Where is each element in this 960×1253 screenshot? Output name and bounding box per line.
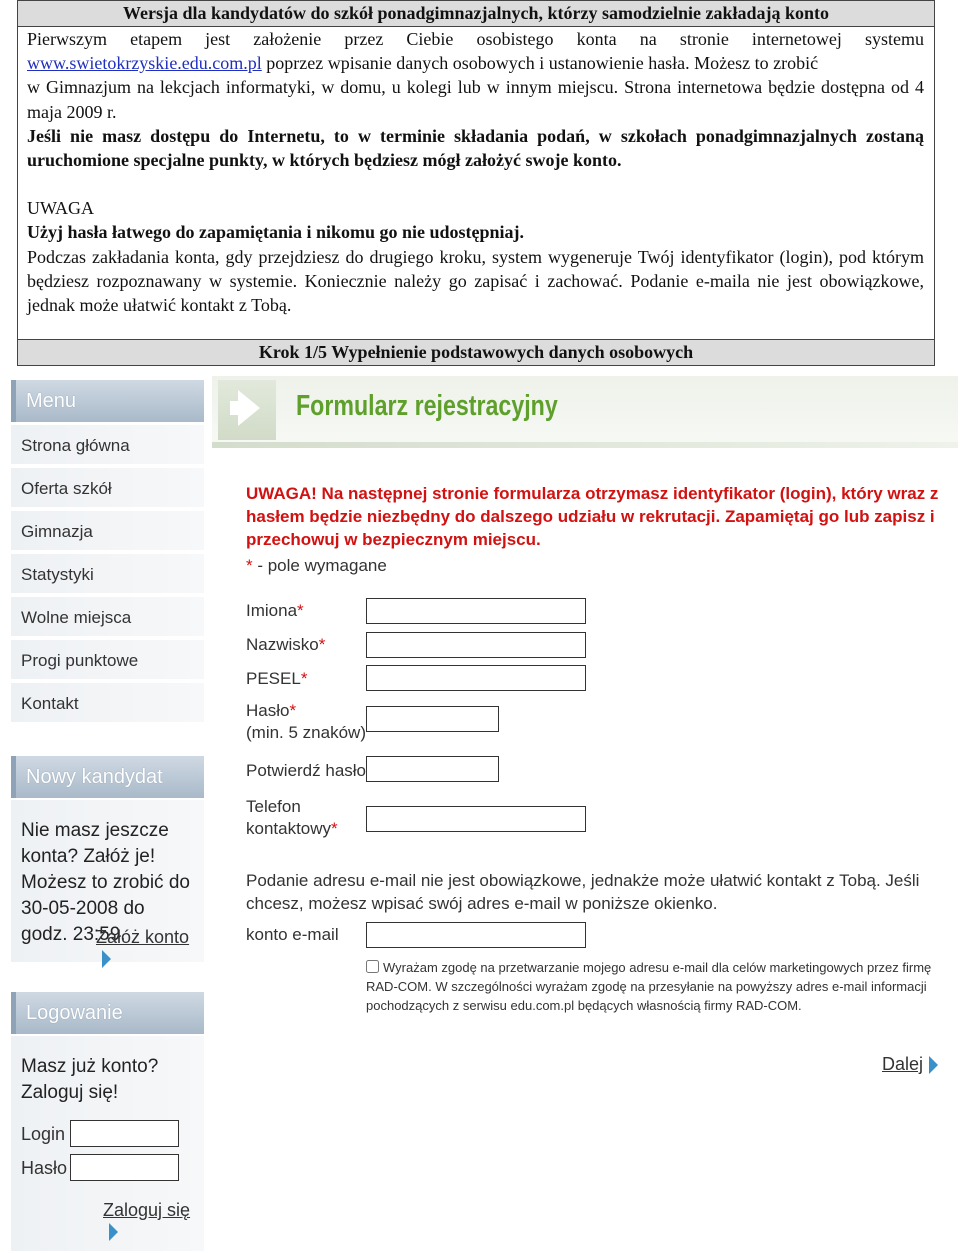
step-caption: Krok 1/5 Wypełnienie podstawowych danych osobowych [18, 339, 934, 365]
menu-item-thresholds[interactable]: Progi punktowe [11, 640, 204, 681]
create-account-link[interactable] [96, 927, 204, 969]
registration-form [212, 376, 958, 1252]
login-row [21, 1124, 65, 1145]
create-account-label: Załóż konto [96, 927, 190, 947]
warning-password: Użyj hasła łatwego do zapamiętania i nikomu go nie udostępniaj. [27, 222, 525, 243]
instruction-header: Wersja dla kandydatów do szkół ponadgimnazjalnych, którzy samodzielnie zakładają konto [18, 1, 934, 27]
first-name-label: Imiona* [246, 601, 304, 620]
phone-input[interactable] [366, 806, 586, 832]
instruction-body [18, 27, 934, 317]
consent-checkbox[interactable] [366, 960, 379, 973]
new-candidate-panel [11, 800, 204, 962]
paragraph-intro [27, 27, 924, 75]
password-row [21, 1158, 67, 1179]
registration-screenshot [8, 368, 958, 1252]
confirm-password-label: Potwierdź hasło [246, 761, 367, 780]
last-name-label: Nazwisko* [246, 635, 326, 654]
arrow-right-icon [109, 1223, 118, 1241]
banner-arrow-box [218, 380, 276, 440]
paragraph-login-info: Podczas zakładania konta, gdy przejdziesz do drugiego kroku, system wygeneruje Twój identyfikator (login), pod którym będziesz rozpoznawany w systemie. Koniecznie należy go zapisać i zachować. Podanie e-maila nie jest obowiązkowe, jednak może ułatwić kontakt z Tobą. [27, 246, 924, 316]
password-field-input[interactable] [366, 706, 499, 732]
form-warning: UWAGA! Na następnej stronie formularza otrzymasz identyfikator (login), który wraz z hasłem będzie niezbędny do dalszego udziału w rekrutacji. Zapamiętaj go lub zapisz i przechowuj w bezpiecznym miejscu. [246, 484, 939, 549]
login-link[interactable] [103, 1200, 204, 1242]
email-note: Podanie adresu e-mail nie jest obowiązkowe, jednakże może ułatwić kontakt z Tobą. Jeśli chcesz, możesz wpisać swój adres e-mail w poniższe okienko. [246, 871, 920, 913]
login-input[interactable] [70, 1120, 179, 1147]
login-text: Masz już konto? Zaloguj się! [21, 1056, 159, 1103]
consent-label: Wyrażam zgodę na przetwarzanie mojego adresu e-mail dla celów marketingowych przez firmę RAD-COM. W szczególności wyrażam zgodę na przesyłanie na powyższy adres e-mail informacji pochodzących z serwisu edu.com.pl będących własnością firmy RAD-COM. [366, 960, 932, 1013]
pesel-label: PESEL* [246, 669, 308, 688]
arrow-right-icon [929, 1056, 938, 1074]
new-candidate-header: Nowy kandydat [11, 756, 204, 798]
menu-item-schools[interactable]: Oferta szkół [11, 468, 204, 509]
arrow-right-icon [238, 390, 260, 426]
required-star: * [246, 556, 253, 575]
phone-label: Telefon kontaktowy* [246, 797, 338, 838]
menu-item-free-places[interactable]: Wolne miejsca [11, 597, 204, 638]
last-name-input[interactable] [366, 632, 586, 658]
website-link[interactable]: www.swietokrzyskie.edu.com.pl [27, 53, 262, 74]
next-link[interactable] [882, 1054, 938, 1075]
warning-title: UWAGA [27, 198, 94, 219]
email-label: konto e-mail [246, 925, 339, 944]
password-input[interactable] [70, 1154, 179, 1181]
menu-header: Menu [11, 380, 204, 422]
pesel-input[interactable] [366, 665, 586, 691]
paragraph-intro-end: poprzez wpisanie danych osobowych i ustanowienie hasła. Możesz to zrobić [261, 53, 819, 74]
required-note [246, 556, 387, 576]
consent-text [366, 958, 942, 1015]
menu-item-gymnasia[interactable]: Gimnazja [11, 511, 204, 552]
first-name-input[interactable] [366, 598, 586, 624]
password-hint: (min. 5 znaków) [246, 723, 366, 742]
paragraph-no-internet: Jeśli nie masz dostępu do Internetu, to w terminie składania podań, w szkołach ponadgimnazjalnych zostaną uruchomione specjalne punkty, w których będziesz mógł założyć swoje konto. [27, 125, 924, 171]
form-banner [212, 376, 958, 448]
password-field-label: Hasło* (min. 5 znaków) [246, 701, 366, 742]
paragraph-where: w Gimnazjum na lekcjach informatyki, w domu, u kolegi lub w innym miejscu. Strona internetowa będzie dostępna od 4 maja 2009 r. [27, 77, 924, 122]
required-note-text: - pole wymagane [252, 556, 387, 575]
sidebar [8, 376, 204, 1252]
confirm-password-input[interactable] [366, 756, 499, 782]
password-label: Hasło [21, 1158, 68, 1178]
email-input[interactable] [366, 922, 586, 948]
login-link-label: Zaloguj się [103, 1200, 191, 1220]
menu-item-statistics[interactable]: Statystyki [11, 554, 204, 595]
login-label: Login [21, 1124, 66, 1144]
menu-item-contact[interactable]: Kontakt [11, 683, 204, 724]
new-candidate-text: Nie masz jeszcze konta? Załóż je! Możesz to zrobić do 30-05-2008 do godz. 23:59. [21, 820, 190, 945]
login-panel [11, 1036, 204, 1251]
instruction-box [17, 0, 935, 366]
next-label: Dalej [882, 1054, 924, 1074]
arrow-right-icon [102, 950, 111, 968]
menu-item-home[interactable]: Strona główna [11, 425, 204, 466]
login-header: Logowanie [11, 992, 204, 1034]
paragraph-intro-start: Pierwszym etapem jest założenie przez Ciebie osobistego konta na stronie internetowej systemu [27, 29, 924, 49]
form-title: Formularz rejestracyjny [296, 390, 558, 422]
